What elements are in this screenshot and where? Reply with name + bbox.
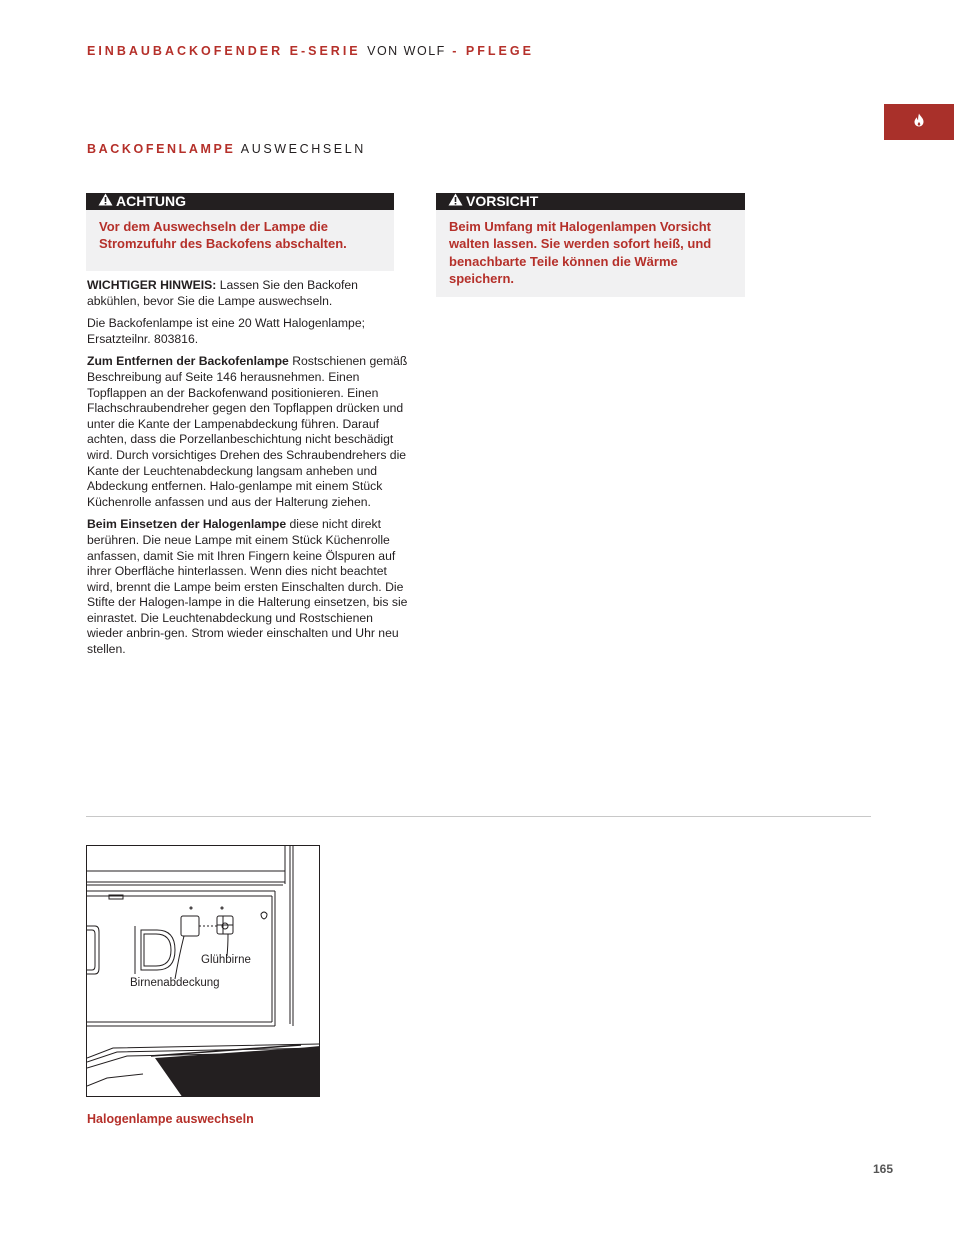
section-tab [884, 104, 954, 140]
paragraph-text: diese nicht direkt berühren. Die neue Lampe mit einem Stück Küchenrolle anfassen, damit Sie mit Ihren Fingern keine Ölspuren auf ihrer Oberfläche hinterlassen. Wenn dies nicht beachtet wird, brennt die Lampe beim ersten Einschalten durch. Die Stifte der Halogen-lampe in die Halterung einsetzen, bis sie einrastet. Die Leuchtenabdeckung und Rostschienen wieder anbrin-gen. Strom wieder einschalten und Uhr neu stellen. [87, 517, 408, 657]
paragraph-lamp-spec [87, 316, 409, 347]
paragraph-remove-lamp [87, 354, 409, 510]
header-brand: VON WOLF [367, 44, 446, 58]
warning-triangle-icon [98, 193, 116, 210]
running-header [87, 44, 534, 58]
oven-illustration [86, 845, 320, 1097]
section-title [87, 142, 366, 156]
section-title-bold: BACKOFENLAMPE [87, 142, 236, 156]
section-title-normal: AUSWECHSELN [240, 142, 366, 156]
warning-triangle-icon [448, 193, 466, 210]
figure-caption: Halogenlampe auswechseln [87, 1112, 254, 1126]
header-section: - PFLEGE [452, 44, 534, 58]
warning-text: Vor dem Auswechseln der Lampe die Stromzufuhr des Backofens abschalten. [99, 219, 347, 252]
paragraph-text: Lassen Sie den Backofen abkühlen, bevor Sie die Lampe auswechseln. [87, 278, 358, 308]
warning-text: Beim Umfang mit Halogenlampen Vorsicht walten lassen. Sie werden sofort heiß, und benachbarte Teile können die Wärme speichern. [449, 219, 712, 286]
paragraph-lead: WICHTIGER HINWEIS: [87, 278, 217, 292]
warning-box-achtung [86, 193, 394, 271]
warning-title: ACHTUNG [116, 193, 186, 209]
warning-bar [86, 193, 394, 210]
section-divider [86, 816, 871, 817]
oven-interior-drawing [87, 846, 320, 1097]
warning-title: VORSICHT [466, 193, 539, 209]
paragraph-text: Rostschienen gemäß Beschreibung auf Seite 146 herausnehmen. Einen Topflappen an der Backofenwand positionieren. Einen Flachschraubendreher gegen den Topflappen drücken und unter die Kante der Lampenabdeckung führen. Darauf achten, dass die Porzellanbeschichtung nicht beschädigt wird. Durch vorsichtiges Drehen des Schraubendrehers die Kante der Leuchtenabdeckung langsam anheben und Abdeckung entfernen. Halo-genlampe mit einem Stück Küchenrolle anfassen und aus der Halterung ziehen. [87, 354, 408, 509]
paragraph-insert-lamp [87, 517, 409, 657]
page-number: 165 [873, 1162, 894, 1176]
paragraph-lead: Beim Einsetzen der Halogenlampe [87, 517, 287, 532]
paragraph-important-note [87, 278, 409, 309]
paragraph-text: Die Backofenlampe ist eine 20 Watt Halogenlampe; Ersatzteilnr. 803816. [87, 316, 365, 346]
header-product: EINBAUBACKOFENDER E-SERIE [87, 44, 361, 58]
body-text-column [87, 278, 409, 665]
paragraph-lead: Zum Entfernen der Backofenlampe [87, 354, 289, 369]
label-bulb: Glühbirne [201, 954, 251, 966]
label-bulb-cover: Birnenabdeckung [130, 977, 220, 989]
warning-box-vorsicht [436, 193, 745, 297]
warning-bar [436, 193, 745, 210]
flame-icon [913, 113, 925, 132]
